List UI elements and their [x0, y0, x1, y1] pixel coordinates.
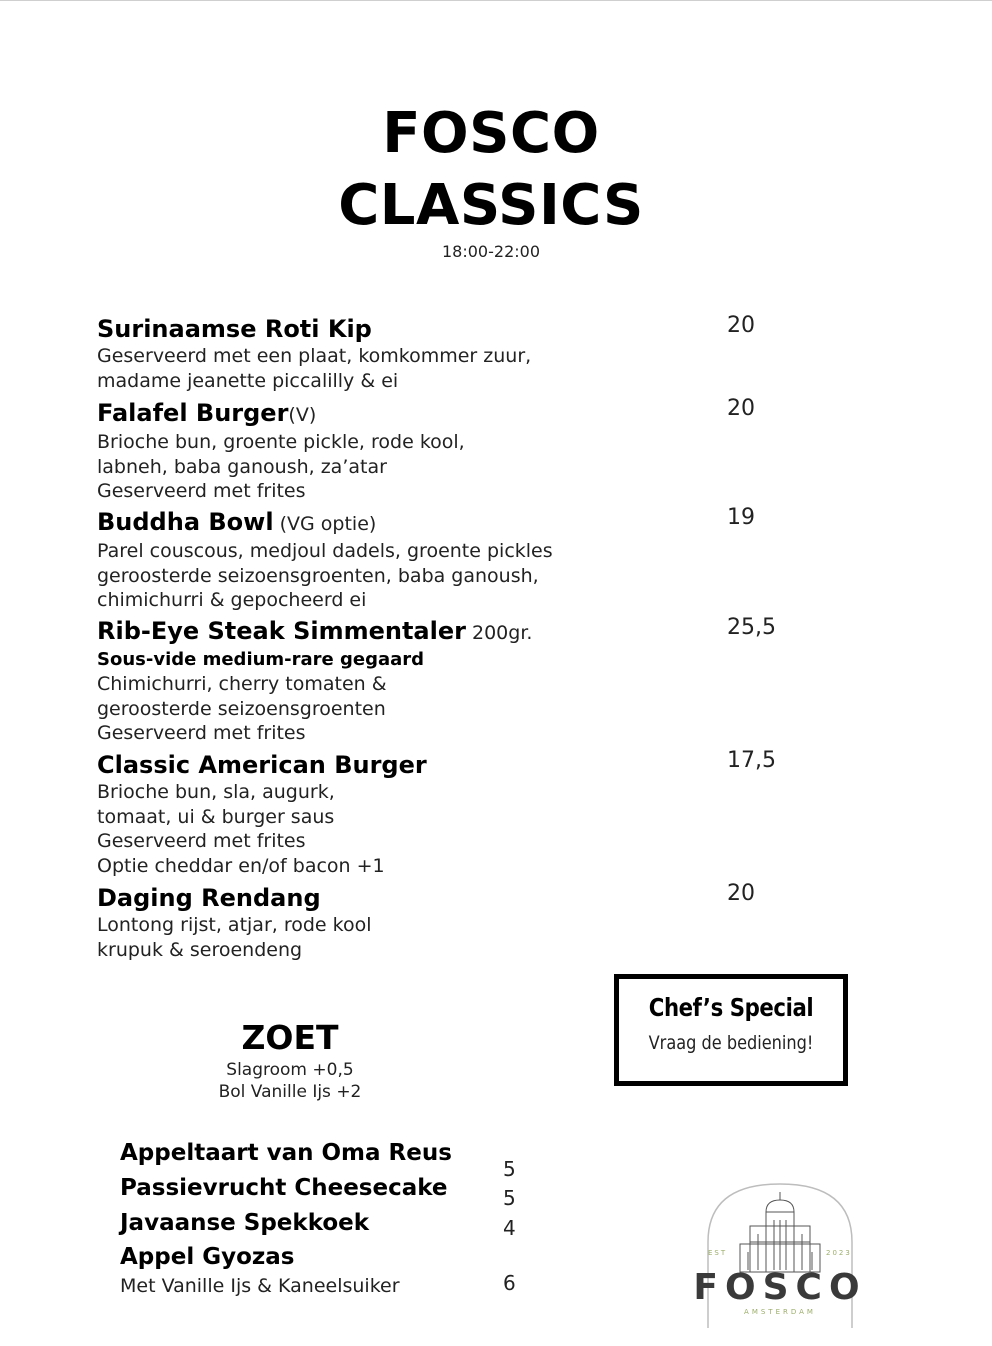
dessert-section-title: ZOET	[241, 1018, 339, 1057]
item-desc: Lontong rijst, atjar, rode kool	[97, 914, 372, 936]
item-name: Surinaamse Roti Kip	[97, 315, 372, 343]
item-desc: madame jeanette piccalilly & ei	[97, 369, 399, 392]
dessert-name: Appeltaart van Oma Reus	[120, 1140, 452, 1166]
dessert-name: Passievrucht Cheesecake	[120, 1175, 448, 1201]
item-desc: tomaat, ui & burger saus	[97, 805, 335, 828]
item-name: Daging Rendang	[97, 884, 321, 912]
page-title	[0, 98, 982, 242]
item-name: Falafel Burger(V)	[97, 399, 317, 427]
dessert-price: 4	[503, 1216, 516, 1240]
item-desc: Parel couscous, medjoul dadels, groente pickles	[97, 540, 553, 562]
item-desc: Geserveerd met frites	[97, 830, 306, 852]
dessert-price: 5	[503, 1186, 516, 1210]
dessert-extra: Slagroom +0,5	[226, 1060, 354, 1080]
item-desc: geroosterde seizoensgroenten, baba ganoush,	[97, 564, 539, 587]
menu-item-roti	[97, 314, 717, 393]
item-note: 200gr.	[465, 622, 533, 644]
building-facade-icon	[740, 1192, 820, 1272]
item-desc: krupuk & seroendeng	[97, 938, 303, 961]
top-divider	[0, 0, 992, 1]
dessert-desc: Met Vanille Ijs & Kaneelsuiker	[120, 1275, 400, 1297]
item-name: Buddha Bowl (VG optie)	[97, 508, 377, 536]
special-title: Chef’s Special	[648, 993, 814, 1022]
item-desc: Geserveerd met frites	[97, 722, 306, 744]
item-price: 19	[727, 505, 755, 530]
special-subtitle: Vraag de bediening!	[648, 1032, 814, 1054]
dessert-extra: Bol Vanille Ijs +2	[218, 1082, 362, 1102]
item-desc: Geserveerd met een plaat, komkommer zuur,	[97, 345, 532, 367]
logo-year: 2023	[826, 1249, 852, 1257]
item-note: (V)	[288, 404, 317, 426]
opening-hours: 18:00-22:00	[442, 242, 540, 261]
chefs-special-box	[614, 974, 848, 1086]
item-price: 20	[727, 313, 755, 338]
menu-item-buddha-bowl	[97, 507, 717, 613]
item-name: Rib-Eye Steak Simmentaler 200gr.	[97, 617, 533, 645]
item-desc: Brioche bun, sla, augurk,	[97, 781, 335, 803]
item-desc: geroosterde seizoensgroenten	[97, 697, 386, 720]
menu-item-rendang	[97, 883, 717, 962]
item-price: 25,5	[727, 615, 776, 640]
title-line-2: CLASSICS	[338, 173, 644, 238]
item-desc: Optie cheddar en/of bacon +1	[97, 854, 385, 877]
menu-item-rib-eye	[97, 616, 717, 746]
item-note: (VG optie)	[273, 513, 377, 535]
title-line-1: FOSCO	[382, 101, 600, 166]
dessert-price: 6	[503, 1271, 516, 1295]
dessert-price: 5	[503, 1157, 516, 1181]
item-name: Classic American Burger	[97, 751, 427, 779]
item-desc: chimichurri & gepocheerd ei	[97, 589, 367, 611]
item-desc: Geserveerd met frites	[97, 480, 306, 502]
logo-name: FOSCO	[693, 1267, 867, 1308]
fosco-logo	[692, 1182, 868, 1332]
item-price: 20	[727, 881, 755, 906]
logo-est: EST	[708, 1249, 728, 1257]
item-price: 17,5	[727, 748, 776, 773]
menu-item-american-burger	[97, 750, 717, 878]
item-desc: labneh, baba ganoush, za’atar	[97, 455, 387, 478]
menu-item-falafel-burger	[97, 398, 717, 504]
dessert-name: Appel Gyozas	[120, 1244, 295, 1270]
item-desc: Chimichurri, cherry tomaten &	[97, 673, 387, 695]
logo-city: AMSTERDAM	[744, 1308, 816, 1316]
item-price: 20	[727, 396, 755, 421]
item-desc: Brioche bun, groente pickle, rode kool,	[97, 431, 465, 453]
item-subtitle: Sous-vide medium-rare gegaard	[97, 649, 425, 670]
dessert-name: Javaanse Spekkoek	[120, 1210, 370, 1236]
